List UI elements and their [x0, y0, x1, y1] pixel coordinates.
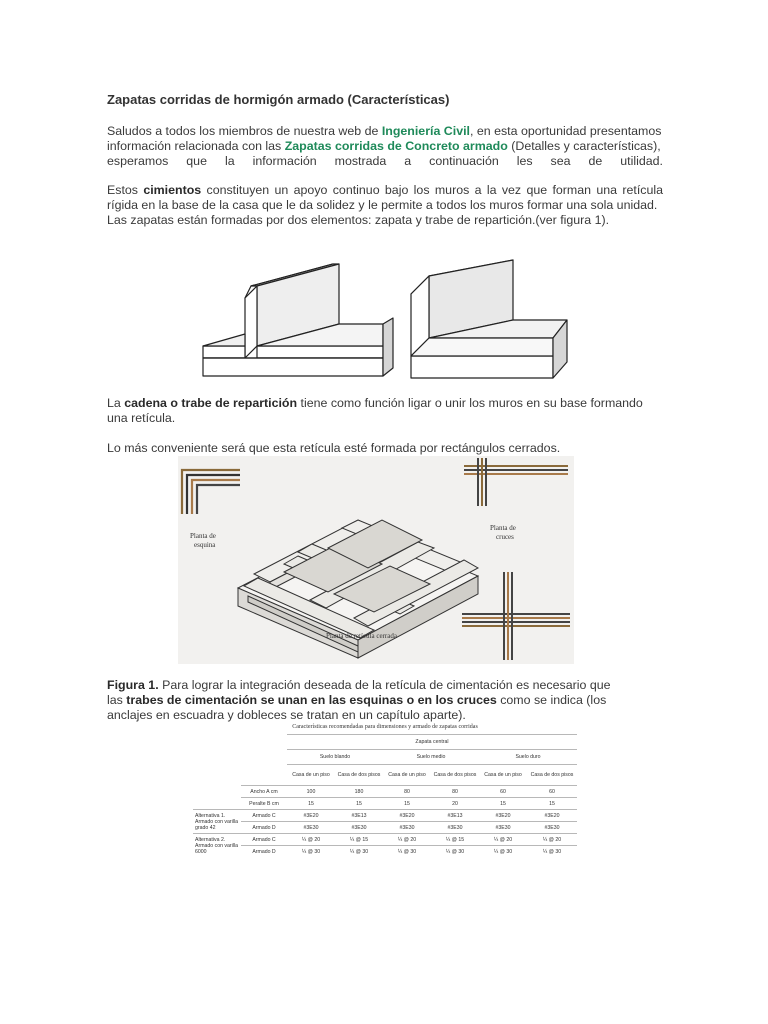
row-label: Armado C	[241, 834, 287, 846]
table-row	[193, 834, 577, 846]
table-row	[193, 810, 577, 822]
table-cell: 15	[479, 798, 527, 810]
column-header: Casa de un piso	[479, 765, 527, 786]
figura1-paragraph	[107, 678, 663, 722]
text: La	[107, 396, 125, 410]
table-cell: #3E30	[527, 822, 577, 834]
row-label: Armado D	[241, 822, 287, 834]
group-header: Zapata central	[287, 735, 577, 750]
text: una retícula.	[107, 410, 176, 425]
text: las	[107, 692, 127, 707]
column-header: Casa de un piso	[287, 765, 335, 786]
table-cell: #3E30	[383, 822, 431, 834]
bold-term: trabes de cimentación se unan en las esquinas o en los cruces	[126, 692, 497, 707]
footing-sections-figure	[193, 246, 577, 388]
reticula-label: Planta de retícula cerrada	[326, 632, 397, 640]
table-cell: ¼ @ 30	[431, 846, 479, 858]
text: tiene como función ligar o unir los muros en su base formando	[297, 396, 643, 410]
text: Las zapatas están formadas por dos elementos: zapata y trabe de repartición.(ver figura 1).	[107, 212, 610, 227]
specs-table-figure	[193, 724, 577, 894]
table-cell: #3E30	[431, 822, 479, 834]
table-cell: 15	[383, 798, 431, 810]
figure-caption-label: Figura 1.	[107, 678, 159, 692]
table-cell: ¼ @ 20	[527, 834, 577, 846]
text: información relacionada con las	[107, 138, 285, 153]
reticula-paragraph: Lo más conveniente será que esta retícula esté formada por rectángulos cerrados.	[107, 441, 561, 455]
text: (Detalles y características),	[507, 138, 661, 153]
bold-term: cadena o trabe de repartición	[124, 396, 298, 410]
esquina-label-line2: esquina	[194, 541, 216, 549]
table-cell: #3E20	[287, 810, 335, 822]
table-cell: 80	[383, 786, 431, 798]
table-row	[193, 786, 577, 798]
table-cell: 60	[527, 786, 577, 798]
text: Saludos a todos los miembros de nuestra web de	[107, 124, 382, 138]
cadena-paragraph	[107, 396, 663, 426]
specs-table	[193, 734, 577, 857]
text: esperamos que la información mostrada a continuación les sea de utilidad.	[107, 153, 663, 168]
table-cell: #3E20	[479, 810, 527, 822]
reticula-figure	[178, 456, 574, 664]
table-cell: ¼ @ 20	[383, 834, 431, 846]
table-row	[193, 798, 577, 810]
table-cell: ¼ @ 20	[287, 834, 335, 846]
table-cell: ¼ @ 15	[335, 834, 383, 846]
table-cell: 20	[431, 798, 479, 810]
soil-header: Suelo blando	[287, 750, 383, 765]
row-label: Ancho A cm	[241, 786, 287, 798]
link-zapatas-corridas[interactable]: Zapatas corridas de Concreto armado	[284, 138, 508, 153]
table-cell: ¼ @ 30	[527, 846, 577, 858]
table-cell: 15	[335, 798, 383, 810]
table-cell: 60	[479, 786, 527, 798]
text: rígida en la base de la casa que le da solidez y le permite a todos los muros formar una sola unidad.	[107, 197, 658, 212]
table-row	[193, 846, 577, 858]
text: constituyen un apoyo continuo bajo los muros a la vez que forman una retícula	[201, 183, 663, 197]
table-cell: 15	[527, 798, 577, 810]
table-cell: 80	[431, 786, 479, 798]
column-header: Casa de un piso	[383, 765, 431, 786]
cruces-label-line2: cruces	[496, 533, 514, 541]
text: Estos	[107, 183, 144, 197]
table-cell: #3E30	[335, 822, 383, 834]
text: como se indica (los	[496, 692, 607, 707]
table-cell: #3E30	[479, 822, 527, 834]
table-title: Características recomendadas para dimensiones y armado de zapatas corridas	[292, 724, 478, 730]
table-cell: 180	[335, 786, 383, 798]
row-label: Armado C	[241, 810, 287, 822]
esquina-label-line1: Planta de	[190, 532, 216, 540]
row-group-label: Alternativa 2. Armado con varilla 6000	[193, 834, 241, 858]
text: , en esta oportunidad presentamos	[469, 124, 662, 138]
bold-term: cimientos	[143, 183, 202, 197]
table-cell: ¼ @ 30	[479, 846, 527, 858]
table-cell: ¼ @ 15	[431, 834, 479, 846]
column-header: Casa de dos pisos	[527, 765, 577, 786]
table-cell: #3E20	[527, 810, 577, 822]
column-header: Casa de dos pisos	[431, 765, 479, 786]
table-cell: ¼ @ 30	[383, 846, 431, 858]
table-cell: ¼ @ 30	[335, 846, 383, 858]
table-cell: #3E13	[431, 810, 479, 822]
page-title: Zapatas corridas de hormigón armado (Características)	[107, 92, 450, 107]
text: anclajes en escuadra y dobleces se tratan en un capítulo aparte).	[107, 707, 466, 722]
link-ingenieria-civil[interactable]: Ingeniería Civil	[381, 124, 470, 138]
table-cell: ¼ @ 30	[287, 846, 335, 858]
cruces-label-line1: Planta de	[490, 524, 516, 532]
text: Para lograr la integración deseada de la retícula de cimentación es necesario que	[158, 678, 611, 692]
row-label: Peralte B cm	[241, 798, 287, 810]
soil-header: Suelo medio	[383, 750, 479, 765]
intro-paragraph	[107, 124, 663, 168]
table-cell: #3E20	[383, 810, 431, 822]
row-label: Armado D	[241, 846, 287, 858]
table-cell: #3E30	[287, 822, 335, 834]
soil-header: Suelo duro	[479, 750, 577, 765]
cimientos-paragraph	[107, 183, 663, 227]
row-group-label: Alternativa 1. Armado con varilla grado 42	[193, 810, 241, 834]
table-cell: 15	[287, 798, 335, 810]
column-header: Casa de dos pisos	[335, 765, 383, 786]
table-row	[193, 822, 577, 834]
table-cell: ¼ @ 20	[479, 834, 527, 846]
table-cell: 100	[287, 786, 335, 798]
table-cell: #3E13	[335, 810, 383, 822]
